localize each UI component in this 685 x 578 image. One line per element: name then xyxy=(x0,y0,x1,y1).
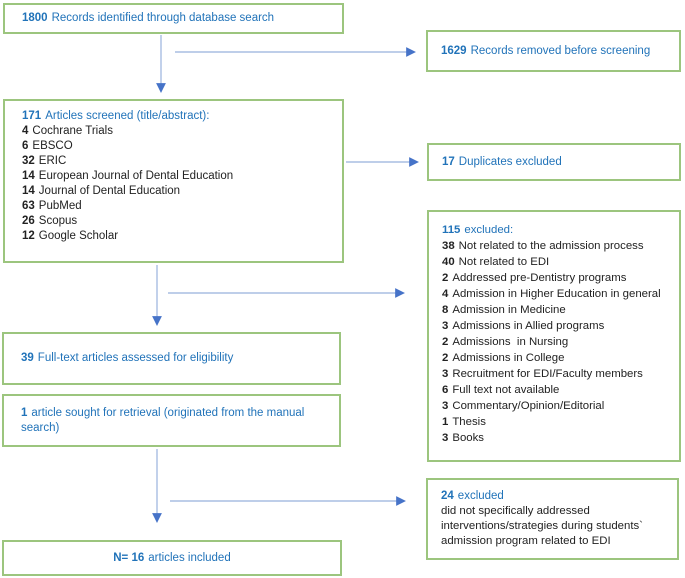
article-retrieval-count: 1 xyxy=(21,406,28,419)
item-label: Admissions in Nursing xyxy=(452,336,569,348)
item-count: 4 xyxy=(442,288,449,300)
duplicates-excluded-label: Duplicates excluded xyxy=(458,155,562,168)
item-label: Google Scholar xyxy=(38,230,119,242)
item-count: 32 xyxy=(22,155,35,167)
records-removed-label: Records removed before screening xyxy=(470,44,651,57)
articles-screened-heading xyxy=(22,109,334,124)
box-duplicates-excluded xyxy=(427,143,681,181)
list-item xyxy=(22,229,334,244)
excluded-24-heading xyxy=(441,489,671,504)
duplicates-excluded-text xyxy=(442,155,562,170)
articles-included-text xyxy=(113,551,230,566)
list-item xyxy=(442,414,673,430)
records-removed-count: 1629 xyxy=(441,44,467,57)
item-label: ERIC xyxy=(38,155,67,167)
item-label: European Journal of Dental Education xyxy=(38,170,234,182)
item-count: 40 xyxy=(442,256,455,268)
list-item xyxy=(22,154,334,169)
item-count: 2 xyxy=(442,272,449,284)
excluded-24-count: 24 xyxy=(441,490,454,502)
fulltext-assessed-text xyxy=(21,351,233,366)
item-count: 2 xyxy=(442,352,449,364)
articles-screened-count: 171 xyxy=(22,110,42,122)
list-item xyxy=(22,139,334,154)
item-label: Full text not available xyxy=(452,384,560,396)
item-label: Scopus xyxy=(38,215,78,227)
item-label: Not related to EDI xyxy=(458,256,550,268)
list-item xyxy=(442,238,673,254)
item-count: 14 xyxy=(22,170,35,182)
list-item xyxy=(442,318,673,334)
list-item xyxy=(442,286,673,302)
box-excluded-115 xyxy=(427,210,681,462)
item-count: 12 xyxy=(22,230,35,242)
list-item xyxy=(22,169,334,184)
item-label: Thesis xyxy=(452,416,486,428)
item-label: Recruitment for EDI/Faculty members xyxy=(452,368,643,380)
box-fulltext-assessed xyxy=(2,332,341,385)
item-count: 6 xyxy=(22,140,29,152)
list-item xyxy=(442,398,673,414)
records-identified-label: Records identified through database search xyxy=(51,12,275,24)
list-item xyxy=(442,382,673,398)
box-articles-included xyxy=(2,540,342,576)
list-item xyxy=(442,270,673,286)
list-item xyxy=(442,302,673,318)
item-count: 1 xyxy=(442,416,449,428)
list-item xyxy=(442,334,673,350)
item-count: 3 xyxy=(442,320,449,332)
item-label: Commentary/Opinion/Editorial xyxy=(452,400,605,412)
item-label: Addressed pre-Dentistry programs xyxy=(452,272,627,284)
box-excluded-24 xyxy=(426,478,679,560)
excluded-24-detail: did not specifically addressed interventions/strategies during students` admission program related to EDI xyxy=(441,505,643,547)
item-count: 38 xyxy=(442,240,455,252)
list-item xyxy=(22,214,334,229)
item-label: Not related to the admission process xyxy=(458,240,644,252)
item-count: 3 xyxy=(442,400,449,412)
list-item xyxy=(442,430,673,446)
item-count: 4 xyxy=(22,125,29,137)
item-count: 3 xyxy=(442,432,449,444)
item-count: 3 xyxy=(442,368,449,380)
list-item xyxy=(442,350,673,366)
box-articles-screened xyxy=(3,99,344,263)
item-label: Admission in Higher Education in general xyxy=(452,288,661,300)
excluded-115-label: excluded: xyxy=(464,224,514,236)
item-label: Cochrane Trials xyxy=(32,125,113,137)
records-identified-text xyxy=(22,11,274,26)
item-count: 2 xyxy=(442,336,449,348)
records-removed-text xyxy=(441,44,650,59)
records-identified-count: 1800 xyxy=(22,12,48,24)
list-item xyxy=(442,366,673,382)
fulltext-assessed-count: 39 xyxy=(21,352,34,364)
list-item xyxy=(442,254,673,270)
articles-included-count: N= 16 xyxy=(113,551,145,564)
box-article-retrieval xyxy=(2,394,341,447)
item-count: 63 xyxy=(22,200,35,212)
article-retrieval-label: article sought for retrieval (originated from the manual search) xyxy=(21,406,305,434)
item-count: 14 xyxy=(22,185,35,197)
item-label: Books xyxy=(452,432,485,444)
list-item xyxy=(22,184,334,199)
fulltext-assessed-label: Full-text articles assessed for eligibility xyxy=(37,352,234,364)
item-count: 26 xyxy=(22,215,35,227)
item-label: PubMed xyxy=(38,200,82,212)
item-count: 8 xyxy=(442,304,449,316)
duplicates-excluded-count: 17 xyxy=(442,155,455,168)
item-label: Journal of Dental Education xyxy=(38,185,181,197)
item-label: EBSCO xyxy=(32,140,73,152)
excluded-115-heading xyxy=(442,222,673,238)
article-retrieval-text xyxy=(21,406,331,436)
item-label: Admission in Medicine xyxy=(452,304,566,316)
excluded-115-count: 115 xyxy=(442,224,461,236)
box-records-identified xyxy=(3,3,344,34)
excluded-24-label: excluded xyxy=(457,490,504,502)
articles-included-label: articles included xyxy=(148,551,231,564)
articles-screened-label: Articles screened (title/abstract): xyxy=(45,110,210,122)
list-item xyxy=(22,199,334,214)
item-label: Admissions in College xyxy=(452,352,565,364)
item-count: 6 xyxy=(442,384,449,396)
box-records-removed xyxy=(426,30,681,72)
list-item xyxy=(22,124,334,139)
item-label: Admissions in Allied programs xyxy=(452,320,605,332)
